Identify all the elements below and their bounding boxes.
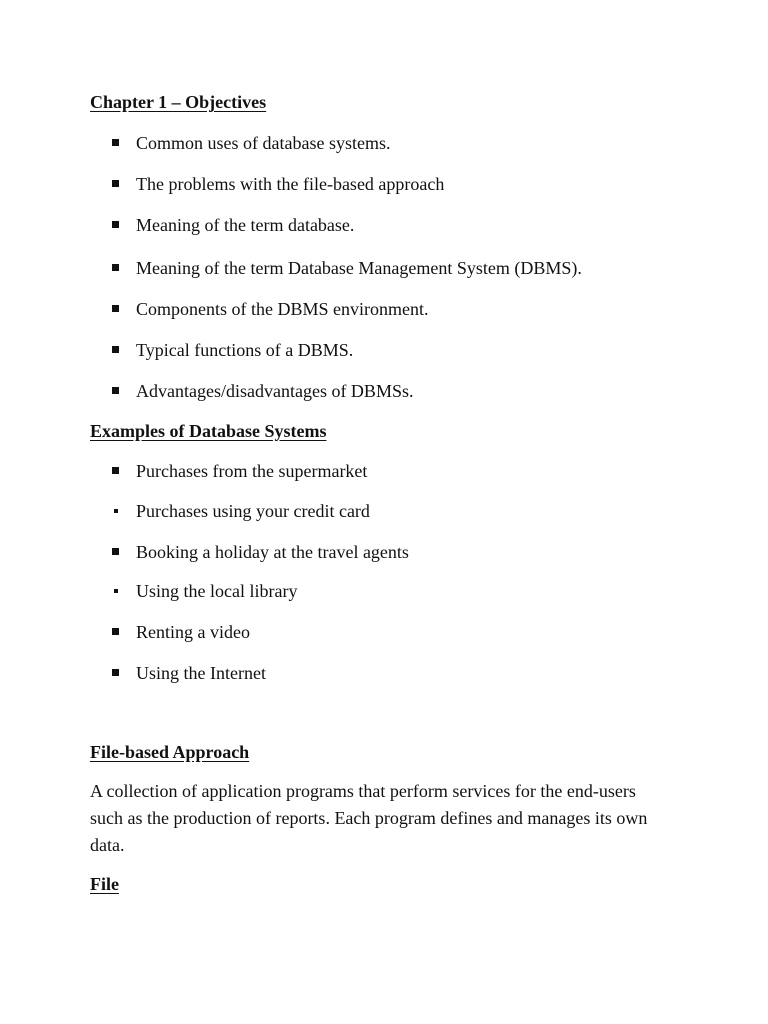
square-bullet-icon — [112, 264, 119, 271]
square-bullet-icon — [114, 509, 118, 513]
list-item-text: Common uses of database systems. — [136, 133, 391, 153]
list-item-text: Purchases using your credit card — [136, 501, 370, 521]
list-item-text: Advantages/disadvantages of DBMSs. — [136, 381, 414, 401]
list-item-text: Meaning of the term database. — [136, 215, 355, 235]
list-item-text: Booking a holiday at the travel agents — [136, 542, 409, 562]
square-bullet-icon — [112, 139, 119, 146]
paragraph-file-based-approach: A collection of application programs that perform services for the end-users such as the production of reports. Each program defines and manages its own data. — [90, 781, 648, 855]
section-heading-file: File — [90, 874, 119, 894]
square-bullet-icon — [112, 346, 119, 353]
section-heading-objectives: Chapter 1 – Objectives — [90, 92, 267, 112]
section-heading-examples: Examples of Database Systems — [90, 421, 327, 441]
list-item-text: Renting a video — [136, 622, 250, 642]
list-item-text: Using the local library — [136, 581, 298, 601]
square-bullet-icon — [112, 221, 119, 228]
square-bullet-icon — [112, 305, 119, 312]
list-item-text: The problems with the file-based approach — [136, 174, 445, 194]
list-item-text: Typical functions of a DBMS. — [136, 340, 354, 360]
square-bullet-icon — [112, 669, 119, 676]
square-bullet-icon — [112, 548, 119, 555]
list-item-text: Components of the DBMS environment. — [136, 299, 429, 319]
section-heading-file-based-approach: File-based Approach — [90, 742, 250, 762]
list-item-text: Purchases from the supermarket — [136, 461, 368, 481]
list-item-text: Using the Internet — [136, 663, 266, 683]
square-bullet-icon — [112, 628, 119, 635]
list-item-text: Meaning of the term Database Management System (DBMS). — [136, 258, 582, 278]
square-bullet-icon — [112, 180, 119, 187]
square-bullet-icon — [114, 589, 118, 593]
square-bullet-icon — [112, 387, 119, 394]
square-bullet-icon — [112, 467, 119, 474]
